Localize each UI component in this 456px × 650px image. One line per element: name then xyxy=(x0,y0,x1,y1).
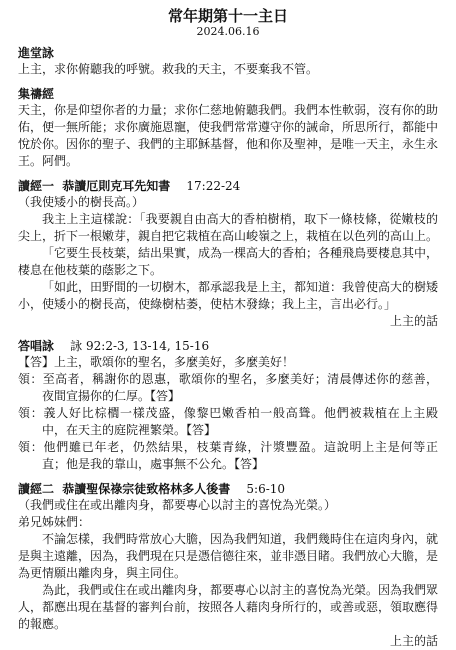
page-date: 2024.06.16 xyxy=(196,25,260,38)
second-reading-closing: 上主的話 xyxy=(389,634,438,648)
first-reading-ref: 17:22-24 xyxy=(186,179,241,193)
collect-section xyxy=(18,86,438,170)
entrance-text: 上主，求你俯聽我的呼號。救我的天主，不要棄我不管。 xyxy=(18,62,319,76)
second-reading-paragraph: 為此，我們或住在或出離肉身，都要專心以討主的喜悅為光榮。因為我們眾人，都應出現在基督的審判台前，按照各人藉肉身所行的，或善或惡，領取應得的報應。 xyxy=(18,583,439,631)
first-reading-paragraph: 我主上主這樣說：「我要親自由高大的香柏樹梢，取下一條枝條，從嫩枝的尖上，折下一根嫩芽，親自把它栽植在高山峻嶺之上，栽植在以色列的高山上。 xyxy=(18,212,439,243)
psalm-verse xyxy=(18,371,438,405)
second-reading-summary: （我們或住在或出離肉身，都要專心以討主的喜悅為光榮。） xyxy=(18,498,337,512)
first-reading-summary: （我使矮小的樹長高。） xyxy=(18,195,145,209)
first-reading-paragraph: 「它要生長枝葉，結出果實，成為一棵高大的香柏；各種飛鳥要棲息其中，棲息在他枝葉的蔭影之下。 xyxy=(18,246,439,277)
second-reading-ref: 5:6-10 xyxy=(246,482,286,496)
psalm-verse-text: 他們雖已年老，仍然結果，枝葉青綠，汁漿豐盈。這說明上主是何等正直；他是我的靠山，處事無不公允。 xyxy=(42,440,438,471)
first-reading-section xyxy=(18,178,438,330)
second-reading-greeting: 弟兄姊妹們： xyxy=(18,515,91,529)
second-reading-heading xyxy=(18,481,438,497)
psalm-verse-text: 義人好比棕櫚一樣茂盛，像黎巴嫩香柏一般高聳。他們被栽植在上主殿中，在天主的庭院裡繁榮。 xyxy=(42,406,438,437)
psalm-verse-label: 領： xyxy=(18,372,43,386)
second-reading-label: 讀經二 xyxy=(18,482,55,496)
psalm-ref: 詠 92:2-3, 13-14, 15-16 xyxy=(70,339,210,353)
entrance-heading: 進堂詠 xyxy=(18,46,55,60)
first-reading-paragraph: 「如此，田野間的一切樹木，都承認我是上主，都知道：我曾使高大的樹矮小，使矮小的樹長高，使綠樹枯萎，使枯木發綠；我上主，言出必行。」 xyxy=(18,280,439,311)
first-reading-title: 恭讀厄則克耳先知書 xyxy=(62,179,171,193)
collect-text: 天主，你是仰望你者的力量；求你仁慈地俯聽我們。我們本性軟弱，沒有你的助佑，便一無所能；求你廣施恩寵，使我們常常遵守你的誡命，所思所行，都能中悅於你。因你的聖子、我們的主耶穌基督，他和你及聖神，是唯一天主，永生永王。阿們。 xyxy=(18,103,439,168)
psalm-verse-label: 領： xyxy=(18,440,44,454)
second-reading-paragraph: 不論怎樣，我們時常放心大膽，因為我們知道，我們幾時住在這肉身內，就是與主遠離，因為，我們現在只是憑信德往來，並非憑目睹。我們放心大膽，是為更情願出離肉身，與主同住。 xyxy=(18,532,439,580)
first-reading-label: 讀經一 xyxy=(18,179,55,193)
psalm-response xyxy=(18,354,438,371)
psalm-response-label: 【答】 xyxy=(18,355,55,369)
first-reading-closing: 上主的話 xyxy=(389,314,438,328)
psalm-response-text: 上主，歌頌你的聖名，多麼美好，多麼美好！ xyxy=(54,355,295,369)
collect-heading: 集禱經 xyxy=(18,87,55,101)
psalm-verse-response-tag: 【答】 xyxy=(186,423,217,437)
psalm-heading-line xyxy=(18,338,438,354)
second-reading-title: 恭讀聖保祿宗徒致格林多人後書 xyxy=(62,482,231,496)
entrance-antiphon-section xyxy=(18,45,438,78)
second-reading-section xyxy=(18,481,438,650)
psalm-verse xyxy=(18,439,438,473)
psalm-verse-text: 至高者，稱謝你的恩惠，歌頌你的聖名，多麼美好；清晨傳述你的慈善，夜間宣揚你的仁厚。 xyxy=(42,372,438,403)
psalm-heading: 答唱詠 xyxy=(18,339,55,353)
psalm-verse xyxy=(18,405,438,439)
psalm-verse-response-tag: 【答】 xyxy=(234,457,265,471)
psalm-verse-response-tag: 【答】 xyxy=(150,389,181,403)
first-reading-heading xyxy=(18,178,438,194)
page-title: 常年期第十一主日 xyxy=(167,7,288,25)
psalm-section xyxy=(18,338,438,473)
psalm-verse-label: 領： xyxy=(18,406,44,420)
